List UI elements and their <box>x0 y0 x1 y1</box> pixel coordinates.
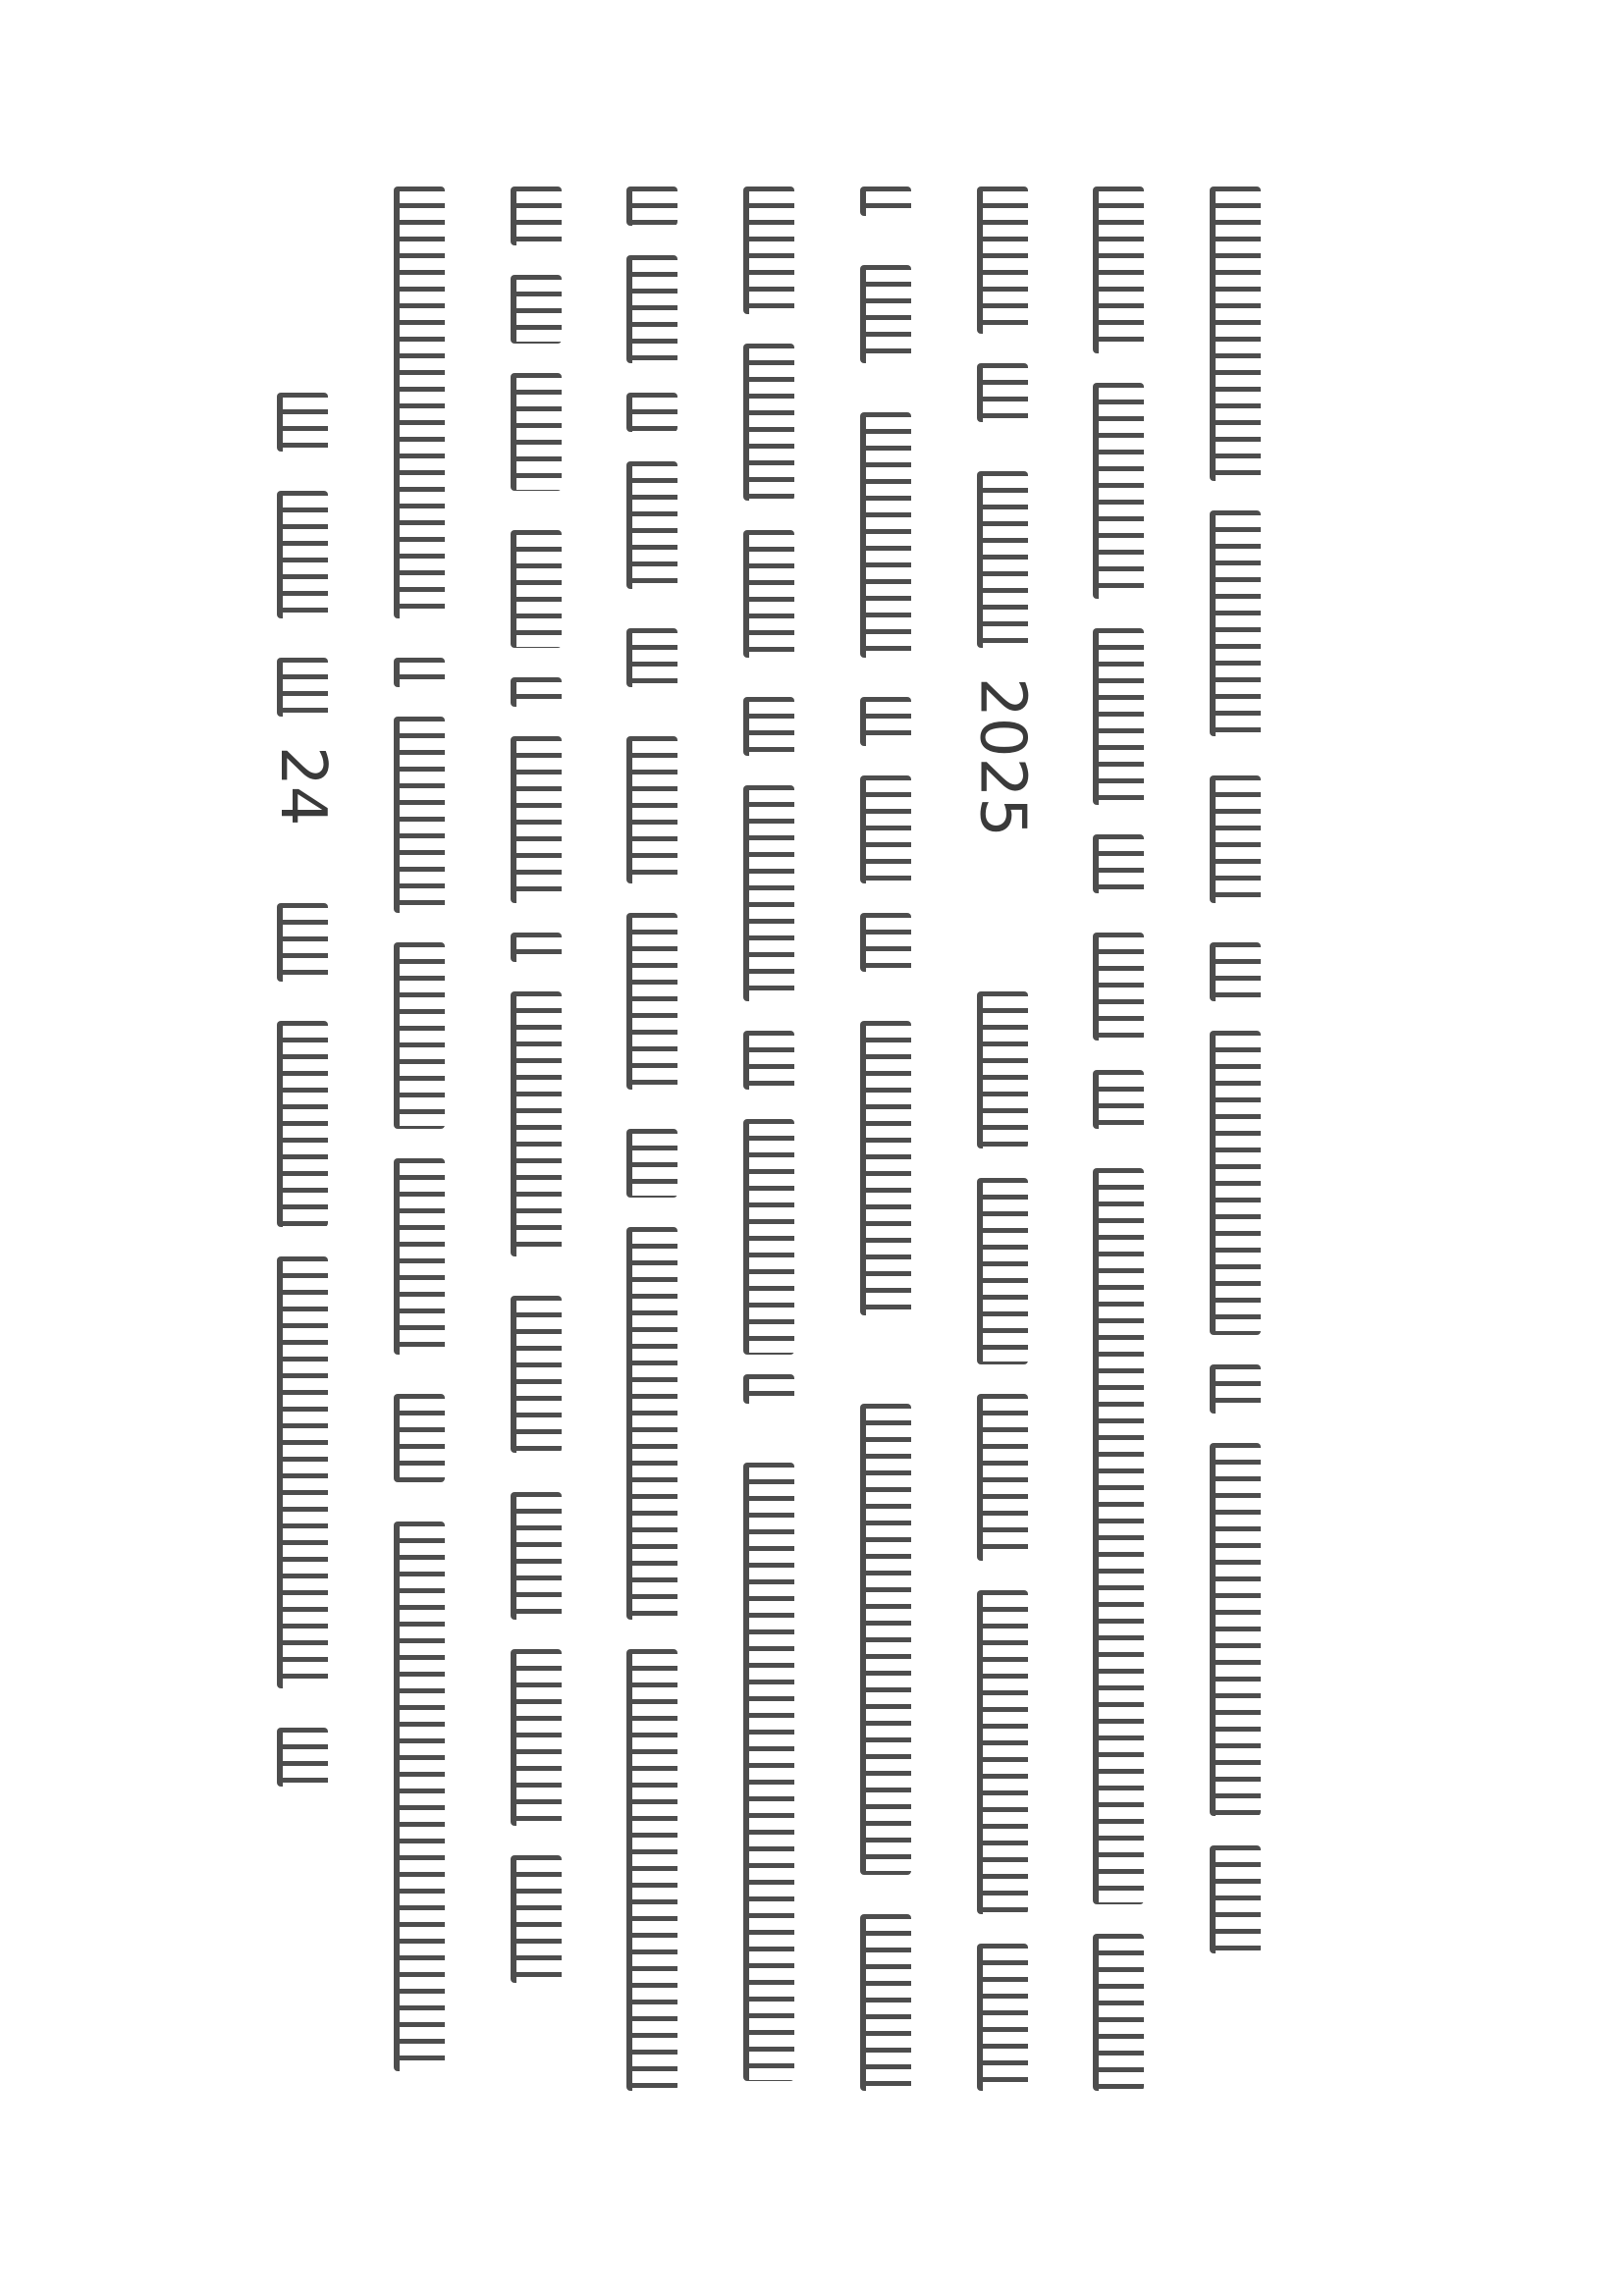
script-run <box>860 187 911 216</box>
script-run <box>626 1227 677 1620</box>
script-run <box>511 1649 562 1826</box>
script-run <box>977 471 1028 648</box>
day-number: 24 <box>266 746 339 827</box>
script-run <box>511 1296 562 1453</box>
script-run <box>511 275 562 344</box>
script-run <box>743 1374 794 1404</box>
script-run <box>860 412 911 658</box>
script-run <box>277 491 328 618</box>
script-run <box>277 1256 328 1688</box>
script-run <box>626 1649 677 2091</box>
script-run <box>511 933 562 962</box>
script-run <box>626 187 677 226</box>
script-run <box>743 1463 794 2081</box>
script-run <box>1093 628 1144 805</box>
script-run <box>743 187 794 314</box>
script-run <box>277 1728 328 1787</box>
text-column-5 <box>731 187 800 2091</box>
script-run <box>511 991 562 1256</box>
script-run <box>1093 1168 1144 1904</box>
script-run <box>626 1129 677 1198</box>
script-run <box>1210 775 1261 903</box>
script-run <box>1210 942 1261 1001</box>
script-run <box>277 393 328 452</box>
script-run <box>626 255 677 363</box>
mongolian-text-block <box>265 187 1267 2091</box>
script-run <box>511 677 562 707</box>
text-column-2 <box>1081 187 1150 2091</box>
script-run <box>277 658 328 717</box>
text-column-7 <box>499 187 568 2091</box>
script-run <box>977 1394 1028 1561</box>
script-run <box>511 530 562 648</box>
script-run <box>511 1492 562 1620</box>
script-run <box>1093 1070 1144 1129</box>
script-run <box>511 736 562 903</box>
text-column-4 <box>848 187 917 2091</box>
year-number: 2025 <box>965 677 1039 837</box>
script-run <box>860 697 911 746</box>
script-run <box>977 187 1028 334</box>
script-run <box>1093 1934 1144 2091</box>
script-run <box>277 903 328 982</box>
script-run <box>1210 1443 1261 1816</box>
script-run <box>277 1021 328 1227</box>
script-run <box>860 1914 911 2091</box>
script-run <box>511 373 562 491</box>
script-run <box>1093 933 1144 1041</box>
script-run <box>394 1158 445 1355</box>
script-run <box>860 265 911 363</box>
script-run <box>743 785 794 1001</box>
script-run <box>977 991 1028 1148</box>
script-run <box>1210 1031 1261 1335</box>
script-run <box>1093 834 1144 893</box>
text-column-9 <box>265 187 339 1816</box>
script-run <box>860 1404 911 1875</box>
script-run <box>394 1522 445 2071</box>
text-column-3 <box>965 187 1039 2091</box>
script-run <box>860 913 911 972</box>
text-column-6 <box>615 187 683 2091</box>
script-run <box>626 461 677 589</box>
script-run <box>977 1590 1028 1914</box>
script-run <box>860 1021 911 1315</box>
script-run <box>511 187 562 245</box>
script-run <box>394 942 445 1129</box>
script-run <box>1093 383 1144 599</box>
script-run <box>743 344 794 501</box>
script-run <box>743 1031 794 1090</box>
script-run <box>743 530 794 658</box>
script-run <box>626 393 677 432</box>
script-run <box>743 697 794 756</box>
script-run <box>626 913 677 1090</box>
script-run <box>511 1855 562 1983</box>
script-run <box>977 1178 1028 1364</box>
script-run <box>1210 187 1261 481</box>
script-run <box>626 736 677 883</box>
text-column-8 <box>382 187 451 2091</box>
script-run <box>1210 1845 1261 1953</box>
script-run <box>394 717 445 913</box>
script-run <box>626 628 677 687</box>
script-run <box>394 1394 445 1482</box>
script-run <box>977 1944 1028 2091</box>
script-run <box>394 658 445 687</box>
script-run <box>394 187 445 618</box>
script-run <box>1093 187 1144 353</box>
text-column-1 <box>1198 187 1267 2091</box>
script-run <box>1210 1364 1261 1414</box>
script-run <box>1210 510 1261 736</box>
script-run <box>977 363 1028 422</box>
script-run <box>743 1119 794 1355</box>
script-run <box>860 775 911 883</box>
